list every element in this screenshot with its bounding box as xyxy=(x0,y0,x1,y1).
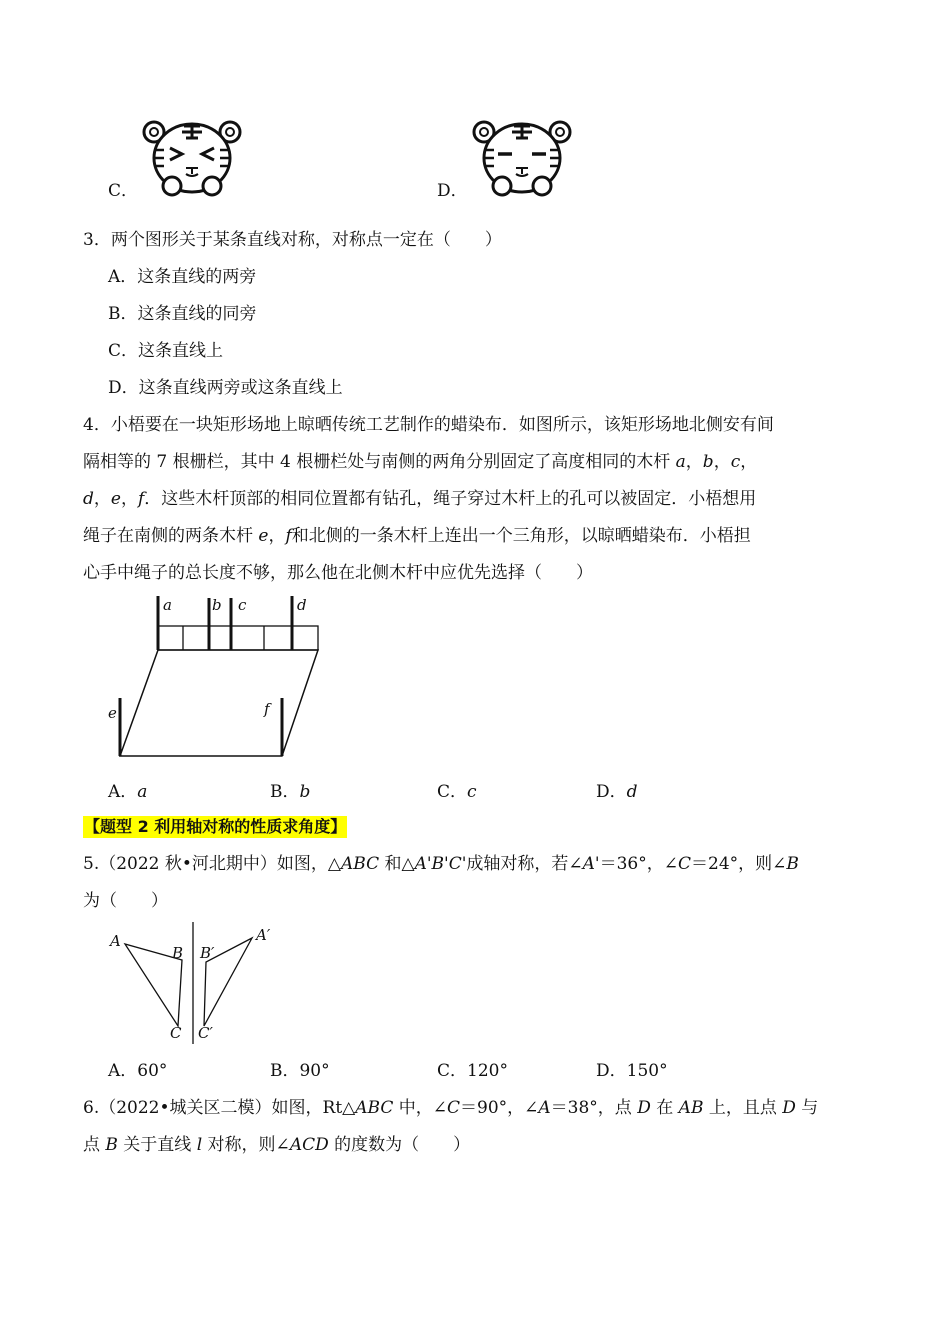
tiger-face-dashes-image xyxy=(472,118,572,198)
label-A-prime: A′ xyxy=(256,926,271,944)
q4-line-4: 绳子在南侧的两条木杆 e，f和北侧的一条木杆上连出一个三角形，以晾晒蜡染布．小梧担 xyxy=(83,526,751,546)
q5-option-d: D．150° xyxy=(596,1061,668,1081)
label-a: a xyxy=(163,596,172,614)
q3-option-c: C．这条直线上 xyxy=(108,341,224,361)
label-d: d xyxy=(297,596,307,614)
q5-option-c: C．120° xyxy=(437,1061,508,1081)
label-C: C xyxy=(170,1024,182,1042)
q6-line-1: 6.（2022•城关区二模）如图，Rt△ABC 中，∠C＝90°，∠A＝38°，点 D 在 AB 上，且点 D 与 xyxy=(83,1098,819,1118)
label-C-prime: C′ xyxy=(198,1024,213,1042)
q5-line-2: 为（ ） xyxy=(83,891,168,911)
q4-line-1: 4．小梧要在一块矩形场地上晾晒传统工艺制作的蜡染布．如图所示，该矩形场地北侧安有间 xyxy=(83,415,774,435)
q5-symmetric-triangles-figure xyxy=(100,920,290,1050)
q4-option-a: A．a xyxy=(108,782,148,802)
q3-option-b: B．这条直线的同旁 xyxy=(108,304,257,324)
tiger-face-squinting-image xyxy=(142,118,242,198)
label-c: c xyxy=(238,596,247,614)
q4-line-3: d，e，f．这些木杆顶部的相同位置都有钻孔，绳子穿过木杆上的孔可以被固定．小梧想用 xyxy=(83,489,757,509)
label-B: B xyxy=(172,944,184,962)
q2-option-c: C． xyxy=(108,181,139,201)
q3-option-d: D．这条直线两旁或这条直线上 xyxy=(108,378,343,398)
q4-field-figure xyxy=(100,590,340,770)
q4-option-d: D．d xyxy=(596,782,638,802)
q5-option-b: B．90° xyxy=(270,1061,330,1081)
section-heading: 【题型 2 利用轴对称的性质求角度】 xyxy=(84,817,347,836)
label-f: f xyxy=(264,700,270,718)
label-B-prime: B′ xyxy=(200,944,215,962)
label-b: b xyxy=(212,596,222,614)
q5-line-1: 5.（2022 秋•河北期中）如图，△ABC 和△A'B'C'成轴对称，若∠A'＝36°，∠C＝24°，则∠B xyxy=(83,854,799,874)
label-e: e xyxy=(108,704,117,722)
q5-option-a: A．60° xyxy=(108,1061,168,1081)
q3-option-a: A．这条直线的两旁 xyxy=(108,267,257,287)
q3-stem: 3．两个图形关于某条直线对称，对称点一定在（ ） xyxy=(83,230,502,250)
q6-line-2: 点 B 关于直线 l 对称，则∠ACD 的度数为（ ） xyxy=(83,1135,471,1155)
q4-line-5: 心手中绳子的总长度不够，那么他在北侧木杆中应优先选择（ ） xyxy=(83,563,593,583)
label-A: A xyxy=(110,932,121,950)
q2-option-d: D． xyxy=(437,181,468,201)
q4-option-c: C．c xyxy=(437,782,477,802)
q4-option-b: B．b xyxy=(270,782,311,802)
q4-line-2: 隔相等的 7 根栅栏，其中 4 根栅栏处与南侧的两角分别固定了高度相同的木杆 a，b，c， xyxy=(83,452,758,472)
